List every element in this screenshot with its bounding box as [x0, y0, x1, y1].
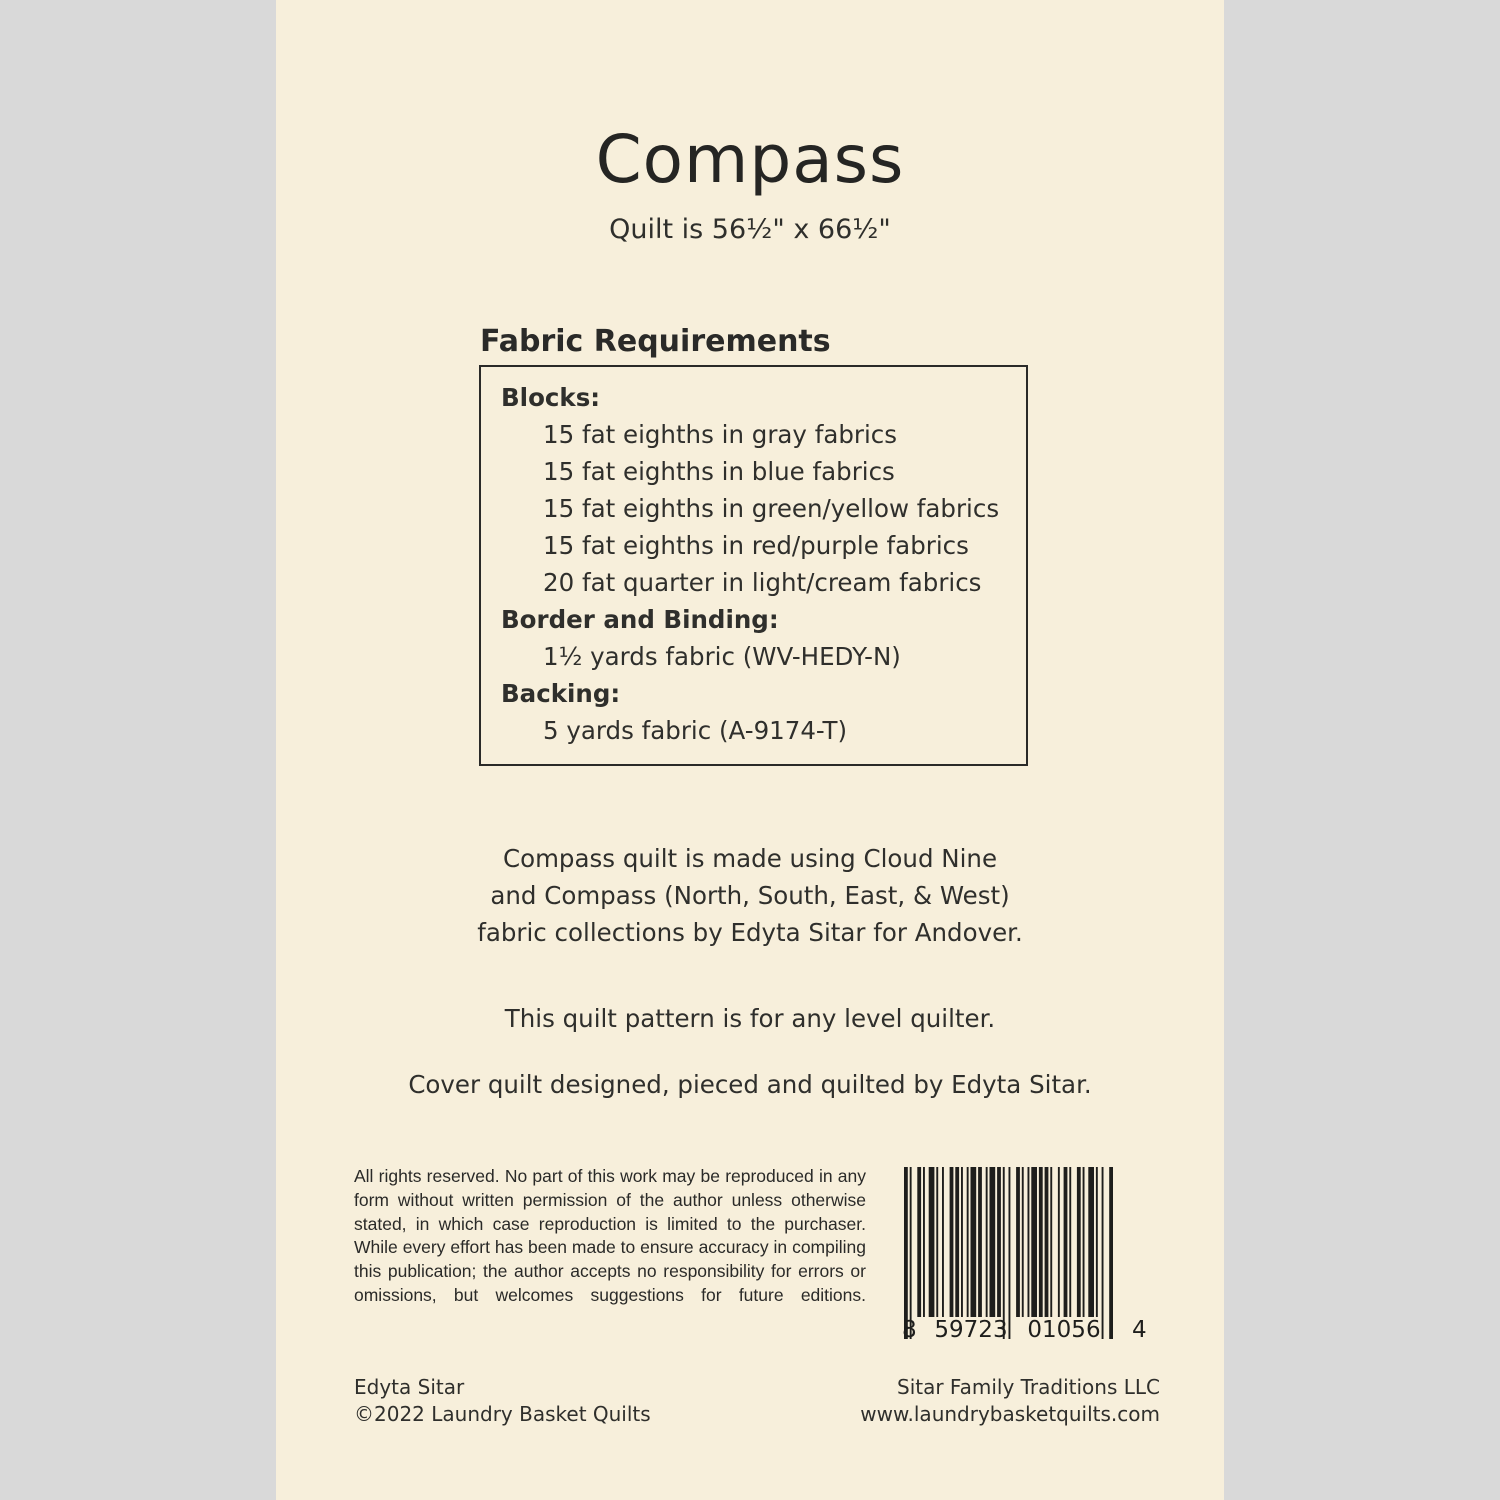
barcode-bar	[967, 1167, 969, 1317]
border-binding-item: 1½ yards fabric (WV-HEDY-N)	[543, 642, 901, 671]
barcode-bar	[1039, 1167, 1043, 1317]
barcode-bar	[978, 1167, 982, 1317]
quilt-size: Quilt is 56½" x 66½"	[609, 214, 891, 245]
fabric-requirements-heading: Fabric Requirements	[480, 324, 831, 359]
footer-publisher-block	[860, 1374, 1160, 1428]
fabric-requirements-box	[479, 365, 1028, 766]
barcode-bar	[990, 1167, 996, 1317]
barcode-bar	[923, 1167, 925, 1317]
barcode-bar	[1058, 1167, 1060, 1317]
barcode-bar	[1102, 1167, 1104, 1339]
barcode-bar	[961, 1167, 963, 1317]
website-link[interactable]: www.laundrybasketquilts.com	[860, 1402, 1160, 1426]
barcode-bar	[1064, 1167, 1068, 1317]
border-binding-heading: Border and Binding:	[501, 605, 779, 634]
barcode	[900, 1167, 1150, 1347]
barcode-bar	[1045, 1167, 1049, 1317]
author-name: Edyta Sitar	[354, 1375, 465, 1399]
barcode-bar	[986, 1167, 988, 1317]
barcode-bar	[1003, 1167, 1005, 1339]
page-title: Compass	[595, 121, 905, 198]
barcode-bar	[1088, 1167, 1094, 1317]
barcode-bar	[1031, 1167, 1037, 1317]
barcode-bar	[1096, 1167, 1098, 1317]
about-line: Compass quilt is made using Cloud Nine	[502, 844, 998, 873]
barcode-bar	[1009, 1167, 1011, 1339]
barcode-bar	[1069, 1167, 1071, 1317]
barcode-bar	[1109, 1167, 1113, 1339]
barcode-bar	[1077, 1167, 1081, 1317]
designer-credit: Cover quilt designed, pieced and quilted by Edyta Sitar.	[408, 1070, 1092, 1099]
barcode-bar	[936, 1167, 938, 1317]
barcode-bar	[904, 1167, 908, 1339]
barcode-bar	[1022, 1167, 1024, 1317]
fabric-collection-note	[276, 840, 1224, 951]
barcode-bar	[929, 1167, 935, 1317]
barcode-bar	[1050, 1167, 1052, 1317]
blocks-item: 20 fat quarter in light/cream fabrics	[543, 568, 982, 597]
about-line: fabric collections by Edyta Sitar for Andover.	[477, 918, 1023, 947]
blocks-heading: Blocks:	[501, 383, 601, 412]
barcode-bar	[917, 1167, 921, 1317]
barcode-digits-left: 59723	[934, 1317, 1008, 1343]
blocks-item: 15 fat eighths in green/yellow fabrics	[543, 494, 1000, 523]
barcode-bar	[955, 1167, 959, 1317]
footer-author-block	[354, 1374, 651, 1428]
barcode-bar	[950, 1167, 954, 1317]
barcode-bar	[971, 1167, 977, 1317]
copyright-notice: All rights reserved. No part of this work may be reproduced in any form without written permission of the author unless otherwise stated, in which case reproduction is limited to the purchaser. While every effort has been made to ensure accuracy in compiling this publication; the author accepts no responsibility for errors or omissions, but welcomes suggestions for future editions.	[354, 1166, 866, 1305]
barcode-bar	[1016, 1167, 1020, 1317]
barcode-bar	[997, 1167, 1001, 1317]
barcode-digits-right: 01056	[1027, 1317, 1101, 1343]
barcode-bar	[1083, 1167, 1085, 1317]
blocks-item: 15 fat eighths in red/purple fabrics	[543, 531, 969, 560]
blocks-item: 15 fat eighths in gray fabrics	[543, 420, 897, 449]
barcode-bar	[910, 1167, 912, 1339]
barcode-bars	[904, 1167, 1113, 1339]
company-name: Sitar Family Traditions LLC	[897, 1375, 1160, 1399]
about-line: and Compass (North, South, East, & West)	[490, 881, 1010, 910]
blocks-item: 15 fat eighths in blue fabrics	[543, 457, 895, 486]
barcode-bar	[1028, 1167, 1030, 1317]
copyright-line: ©2022 Laundry Basket Quilts	[354, 1402, 651, 1426]
barcode-digit-first: 8	[902, 1317, 917, 1343]
pattern-back-cover	[276, 0, 1224, 1500]
backing-heading: Backing:	[501, 679, 621, 708]
barcode-bar	[942, 1167, 944, 1317]
barcode-digit-last: 4	[1132, 1317, 1147, 1343]
backing-item: 5 yards fabric (A-9174-T)	[543, 716, 848, 745]
skill-level-note: This quilt pattern is for any level quilter.	[504, 1004, 996, 1033]
